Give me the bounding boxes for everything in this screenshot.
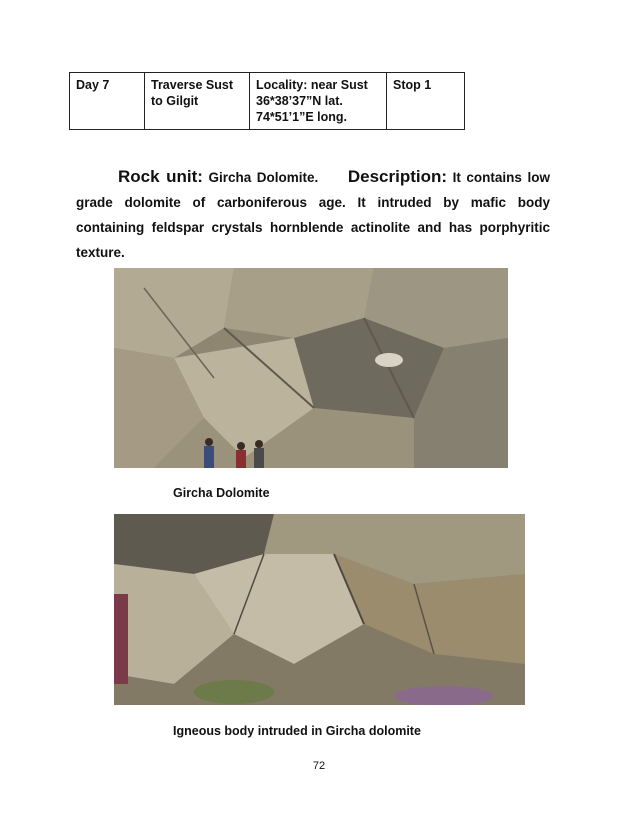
- day-cell: Day 7: [70, 73, 145, 130]
- figure-caption: Igneous body intruded in Gircha dolomite: [173, 724, 421, 738]
- rock-unit-value: Gircha Dolomite.: [208, 170, 319, 185]
- locality-line: Locality: near Sust: [256, 78, 368, 92]
- field-stop-info-table: [69, 72, 465, 130]
- page-number: 72: [312, 760, 326, 772]
- gircha-dolomite-photo: [114, 268, 508, 468]
- description-text: It contains low grade dolomite of carboniferous age. It intruded by mafic body containing feldspar crystals hornblende actinolite and has porphyritic texture.: [76, 170, 550, 260]
- locality-cell: [250, 73, 387, 130]
- figure-caption: Gircha Dolomite: [173, 486, 270, 500]
- igneous-intrusion-photo: [114, 514, 525, 705]
- table-row: [70, 73, 465, 130]
- stop-cell: Stop 1: [387, 73, 465, 130]
- traverse-cell: [145, 73, 250, 130]
- locality-line: 74*51’1”E long.: [256, 110, 348, 124]
- rock-unit-label: Rock unit:: [118, 167, 203, 186]
- traverse-line: Traverse Sust: [151, 78, 233, 92]
- traverse-line: to Gilgit: [151, 94, 199, 108]
- rock-description-paragraph: [76, 164, 550, 265]
- locality-line: 36*38’37”N lat.: [256, 94, 343, 108]
- description-label: Description:: [347, 167, 448, 186]
